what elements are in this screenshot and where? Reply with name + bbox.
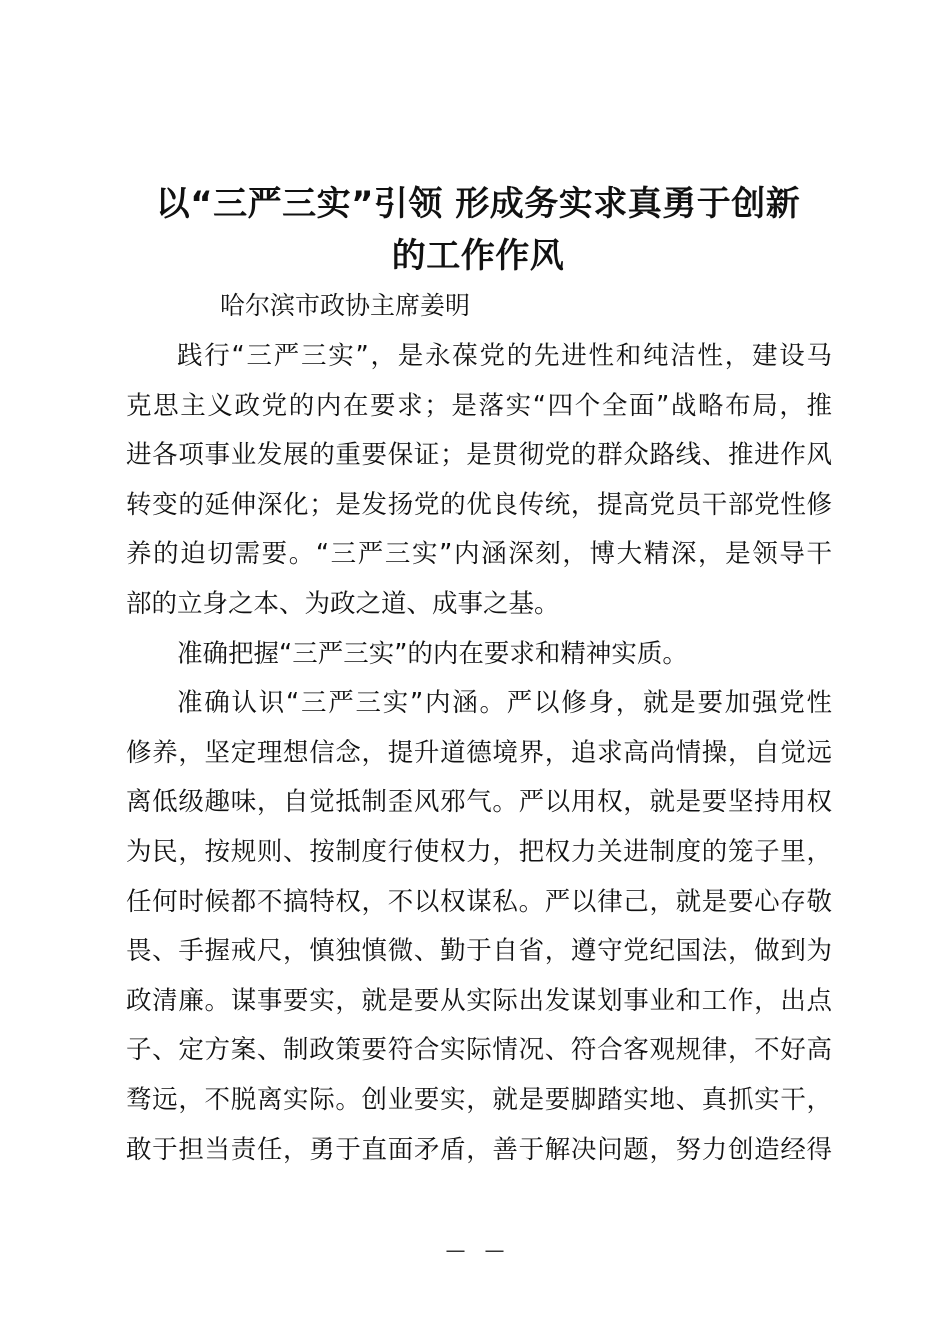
paragraph-line: 进各项事业发展的重要保证；是贯彻党的群众路线、推进作风 <box>126 440 832 471</box>
paragraph-line: 修养，坚定理想信念，提升道德境界，追求高尚情操，自觉远 <box>126 737 832 768</box>
author-byline: 哈尔滨市政协主席姜明 <box>220 291 471 320</box>
paragraph-line: 骛远，不脱离实际。创业要实，就是要脚踏实地、真抓实干， <box>126 1084 832 1115</box>
paragraph-line: 克思主义政党的内在要求；是落实“四个全面”战略布局，推 <box>126 390 832 421</box>
document-body <box>126 332 832 1175</box>
paragraph-line: 子、定方案、制政策要符合实际情况、符合客观规律，不好高 <box>126 1035 832 1066</box>
paragraph-line: 离低级趣味，自觉抵制歪风邪气。严以用权，就是要坚持用权 <box>126 787 832 818</box>
paragraph-3 <box>126 679 832 1175</box>
paragraph-line: 政清廉。谋事要实，就是要从实际出发谋划事业和工作，出点 <box>126 985 832 1016</box>
paragraph-line: 部的立身之本、为政之道、成事之基。 <box>126 588 560 619</box>
paragraph-line: 准确把握“三严三实”的内在要求和精神实质。 <box>177 638 688 669</box>
paragraph-2 <box>126 630 832 680</box>
paragraph-line: 敢于担当责任，勇于直面矛盾，善于解决问题，努力创造经得 <box>126 1134 832 1165</box>
title-line-2: 的工作作风 <box>391 236 565 276</box>
title-line-1: 以“三严三实”引领 形成务实求真勇于创新 <box>155 184 801 224</box>
document-title <box>126 178 830 282</box>
paragraph-line: 任何时候都不搞特权，不以权谋私。严以律己，就是要心存敬 <box>126 886 832 917</box>
paragraph-line: 畏、手握戒尺，慎独慎微、勤于自省，遵守党纪国法，做到为 <box>126 936 832 967</box>
page-footer-marker: — — <box>445 1238 505 1262</box>
paragraph-line: 转变的延伸深化；是发扬党的优良传统，提高党员干部党性修 <box>126 489 832 520</box>
paragraph-line: 为民，按规则、按制度行使权力，把权力关进制度的笼子里， <box>126 836 832 867</box>
paragraph-line: 准确认识“三严三实”内涵。严以修身，就是要加强党性 <box>177 688 832 719</box>
paragraph-1 <box>126 332 832 630</box>
paragraph-line: 践行“三严三实”，是永葆党的先进性和纯洁性，建设马 <box>177 341 832 371</box>
paragraph-line: 养的迫切需要。“三严三实”内涵深刻，博大精深，是领导干 <box>126 539 832 570</box>
